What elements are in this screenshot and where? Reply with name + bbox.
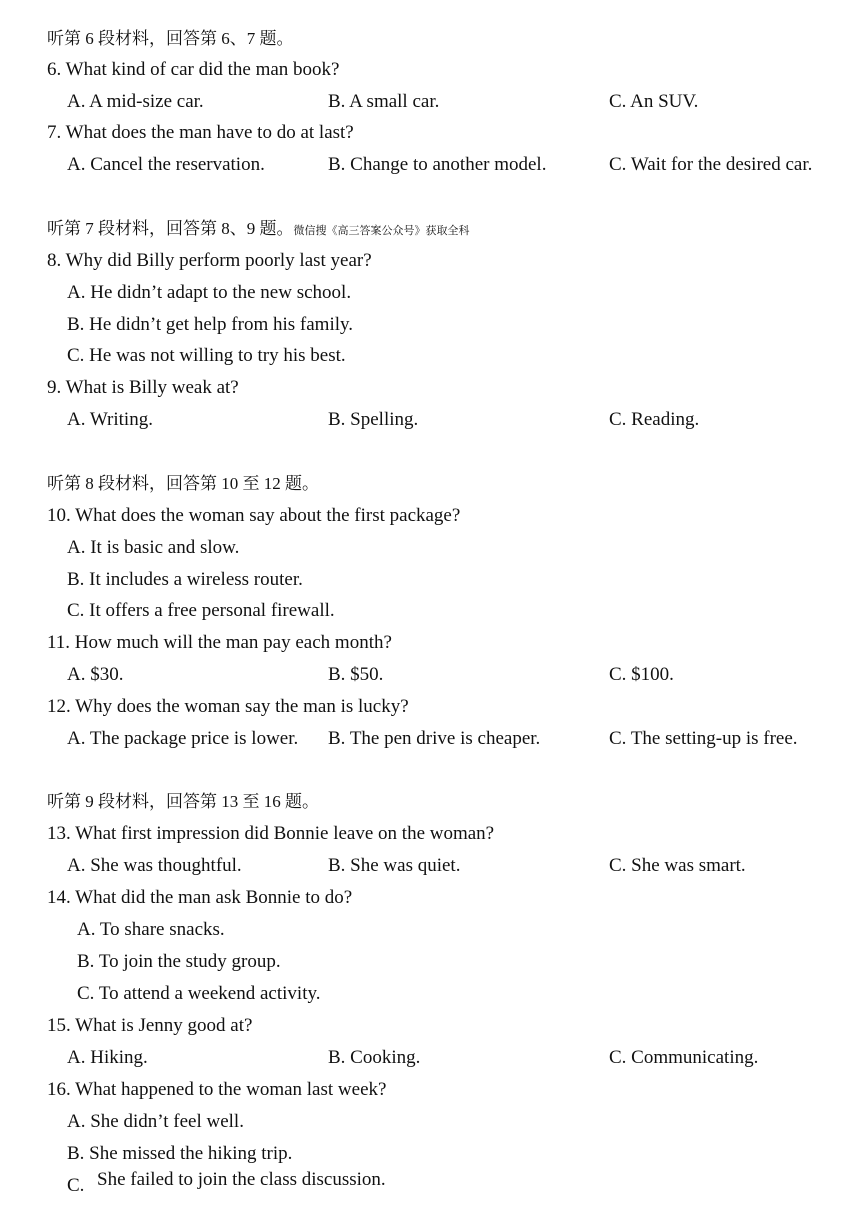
option-a[interactable]: A. Writing. [67,409,153,430]
option-b[interactable]: B. It includes a wireless router. [67,569,303,590]
option-row [0,663,867,687]
option-row [0,727,867,751]
option-row [0,90,867,114]
option-a[interactable]: A. Hiking. [67,1047,148,1068]
question-stem: 15. What is Jenny good at? [47,1015,253,1036]
watermark-note: 微信搜《高三答案公众号》获取全科 [293,225,470,237]
option-a[interactable]: A. Cancel the reservation. [67,154,265,175]
option-b[interactable]: B. Spelling. [328,409,419,430]
option-b[interactable]: B. A small car. [328,91,440,112]
option-c[interactable]: C. He was not willing to try his best. [67,345,346,366]
option-a[interactable]: A. The package price is lower. [67,728,299,749]
option-c-text[interactable]: She failed to join the class discussion. [97,1169,386,1190]
option-c[interactable]: C. Wait for the desired car. [609,154,813,175]
question-stem: 11. How much will the man pay each month? [47,632,392,653]
question-stem: 10. What does the woman say about the first package? [47,505,461,526]
option-a[interactable]: A. A mid-size car. [67,91,204,112]
section-header-text: 听第 7 段材料，回答第 8、9 题。 [47,219,294,238]
option-c[interactable]: C. $100. [609,664,674,685]
question-stem: 12. Why does the woman say the man is lucky? [47,696,409,717]
option-b[interactable]: B. The pen drive is cheaper. [328,728,541,749]
option-c[interactable]: C. Reading. [609,409,700,430]
option-row [0,408,867,432]
question-stem: 8. Why did Billy perform poorly last year? [47,250,372,271]
question-stem: 6. What kind of car did the man book? [47,59,340,80]
section-header [47,217,470,243]
option-a[interactable]: A. It is basic and slow. [67,537,240,558]
option-row [0,153,867,177]
option-b[interactable]: B. $50. [328,664,384,685]
option-b[interactable]: B. Cooking. [328,1047,421,1068]
section-header: 听第 6 段材料，回答第 6、7 题。 [47,29,294,48]
option-a[interactable]: A. To share snacks. [77,919,225,940]
option-a[interactable]: A. She was thoughtful. [67,855,242,876]
option-b[interactable]: B. She missed the hiking trip. [67,1143,293,1164]
option-a[interactable]: A. $30. [67,664,124,685]
question-stem: 9. What is Billy weak at? [47,377,239,398]
option-c[interactable]: C. It offers a free personal firewall. [67,600,335,621]
option-c[interactable]: C. The setting-up is free. [609,728,798,749]
option-c[interactable]: C. Communicating. [609,1047,759,1068]
option-c[interactable]: C. An SUV. [609,91,699,112]
question-stem: 16. What happened to the woman last week? [47,1079,387,1100]
question-stem: 7. What does the man have to do at last? [47,122,354,143]
option-b[interactable]: B. Change to another model. [328,154,547,175]
option-row [0,854,867,878]
option-b[interactable]: B. He didn’t get help from his family. [67,314,354,335]
option-b[interactable]: B. To join the study group. [77,951,281,972]
option-c-letter[interactable]: C. [67,1175,85,1196]
option-row [0,1046,867,1070]
option-b[interactable]: B. She was quiet. [328,855,461,876]
option-a[interactable]: A. She didn’t feel well. [67,1111,244,1132]
option-c[interactable]: C. She was smart. [609,855,746,876]
option-c[interactable]: C. To attend a weekend activity. [77,983,321,1004]
option-a[interactable]: A. He didn’t adapt to the new school. [67,282,352,303]
question-stem: 13. What first impression did Bonnie leave on the woman? [47,823,495,844]
section-header: 听第 9 段材料，回答第 13 至 16 题。 [47,792,319,811]
section-header: 听第 8 段材料，回答第 10 至 12 题。 [47,474,319,493]
question-stem: 14. What did the man ask Bonnie to do? [47,887,353,908]
